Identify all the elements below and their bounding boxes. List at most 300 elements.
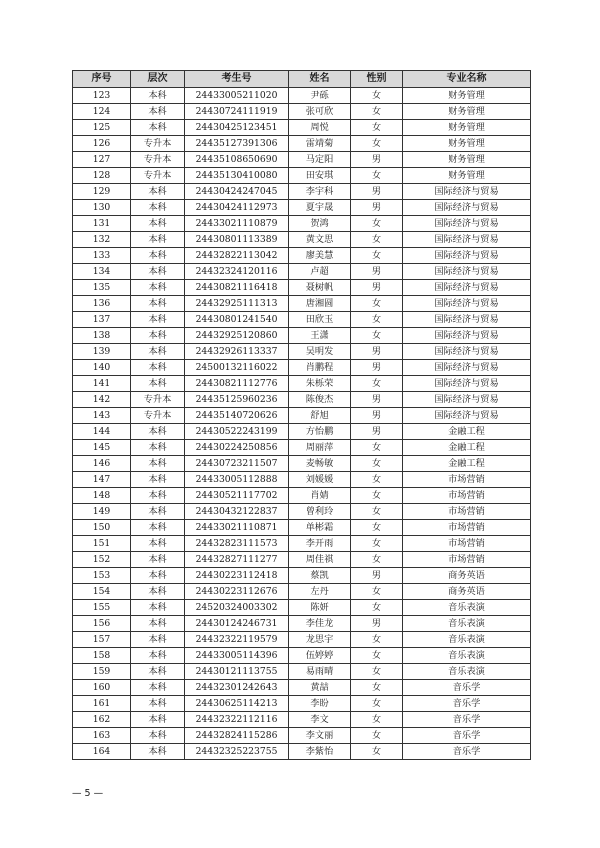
cell-name: 夏宇晟: [289, 200, 351, 216]
cell-exam-id: 24520324003302: [185, 600, 289, 616]
table-row: [73, 360, 531, 376]
cell-gender: 男: [351, 392, 403, 408]
cell-index: 144: [73, 424, 131, 440]
cell-level: 专升本: [131, 168, 185, 184]
table-row: [73, 200, 531, 216]
table-row: [73, 248, 531, 264]
cell-index: 156: [73, 616, 131, 632]
cell-name: 黄喆: [289, 680, 351, 696]
cell-gender: 女: [351, 232, 403, 248]
table-row: [73, 680, 531, 696]
cell-level: 本科: [131, 664, 185, 680]
table-row: [73, 296, 531, 312]
cell-gender: 女: [351, 216, 403, 232]
cell-level: 本科: [131, 680, 185, 696]
cell-index: 153: [73, 568, 131, 584]
cell-major: 财务管理: [403, 168, 531, 184]
table-row: [73, 376, 531, 392]
cell-name: 吴明发: [289, 344, 351, 360]
cell-exam-id: 24432925120860: [185, 328, 289, 344]
cell-exam-id: 24430432122837: [185, 504, 289, 520]
cell-level: 本科: [131, 376, 185, 392]
cell-level: 本科: [131, 520, 185, 536]
cell-gender: 女: [351, 744, 403, 760]
cell-index: 128: [73, 168, 131, 184]
cell-name: 肖鹏程: [289, 360, 351, 376]
cell-index: 152: [73, 552, 131, 568]
cell-exam-id: 24433005114396: [185, 648, 289, 664]
cell-index: 123: [73, 88, 131, 104]
cell-level: 本科: [131, 568, 185, 584]
cell-name: 龙思宇: [289, 632, 351, 648]
cell-major: 国际经济与贸易: [403, 296, 531, 312]
cell-name: 伍婷婷: [289, 648, 351, 664]
cell-gender: 女: [351, 536, 403, 552]
cell-index: 154: [73, 584, 131, 600]
table-row: [73, 648, 531, 664]
table-row: [73, 632, 531, 648]
cell-index: 137: [73, 312, 131, 328]
cell-exam-id: 24433021110879: [185, 216, 289, 232]
cell-level: 本科: [131, 88, 185, 104]
cell-major: 财务管理: [403, 136, 531, 152]
cell-name: 李佳龙: [289, 616, 351, 632]
cell-gender: 女: [351, 440, 403, 456]
table-row: [73, 392, 531, 408]
table-row: [73, 232, 531, 248]
cell-exam-id: 24435140720626: [185, 408, 289, 424]
cell-index: 130: [73, 200, 131, 216]
cell-major: 市场营销: [403, 488, 531, 504]
cell-exam-id: 24430723211507: [185, 456, 289, 472]
table-row: [73, 744, 531, 760]
cell-level: 本科: [131, 328, 185, 344]
table-row: [73, 600, 531, 616]
cell-name: 李紫怡: [289, 744, 351, 760]
cell-major: 国际经济与贸易: [403, 376, 531, 392]
table-row: [73, 344, 531, 360]
cell-index: 131: [73, 216, 131, 232]
cell-level: 本科: [131, 264, 185, 280]
table-row: [73, 712, 531, 728]
cell-exam-id: 24432822113042: [185, 248, 289, 264]
cell-index: 146: [73, 456, 131, 472]
cell-major: 音乐学: [403, 728, 531, 744]
cell-gender: 女: [351, 552, 403, 568]
cell-name: 方怡鹏: [289, 424, 351, 440]
cell-gender: 男: [351, 344, 403, 360]
cell-gender: 女: [351, 504, 403, 520]
cell-name: 单彬霜: [289, 520, 351, 536]
table-header-row: [73, 71, 531, 88]
table-row: [73, 216, 531, 232]
cell-major: 金融工程: [403, 456, 531, 472]
page-number: — 5 —: [72, 788, 104, 799]
table-row: [73, 536, 531, 552]
cell-index: 160: [73, 680, 131, 696]
cell-name: 肖婧: [289, 488, 351, 504]
cell-level: 本科: [131, 584, 185, 600]
cell-gender: 女: [351, 632, 403, 648]
cell-exam-id: 24433021110871: [185, 520, 289, 536]
cell-name: 黄文思: [289, 232, 351, 248]
cell-name: 王潇: [289, 328, 351, 344]
table-row: [73, 136, 531, 152]
cell-level: 本科: [131, 440, 185, 456]
cell-major: 财务管理: [403, 120, 531, 136]
cell-gender: 女: [351, 696, 403, 712]
cell-level: 本科: [131, 104, 185, 120]
cell-gender: 女: [351, 584, 403, 600]
cell-name: 卢超: [289, 264, 351, 280]
cell-gender: 男: [351, 184, 403, 200]
cell-index: 142: [73, 392, 131, 408]
cell-gender: 男: [351, 200, 403, 216]
cell-major: 音乐表演: [403, 664, 531, 680]
cell-gender: 男: [351, 408, 403, 424]
table-row: [73, 504, 531, 520]
cell-exam-id: 24433005112888: [185, 472, 289, 488]
cell-level: 本科: [131, 648, 185, 664]
cell-exam-id: 24430124246731: [185, 616, 289, 632]
table-row: [73, 152, 531, 168]
cell-gender: 女: [351, 296, 403, 312]
cell-major: 市场营销: [403, 504, 531, 520]
cell-name: 聂树帆: [289, 280, 351, 296]
cell-major: 国际经济与贸易: [403, 312, 531, 328]
cell-exam-id: 24430424112973: [185, 200, 289, 216]
cell-index: 155: [73, 600, 131, 616]
cell-major: 金融工程: [403, 440, 531, 456]
cell-index: 127: [73, 152, 131, 168]
cell-exam-id: 24430821116418: [185, 280, 289, 296]
table-row: [73, 120, 531, 136]
cell-level: 本科: [131, 616, 185, 632]
cell-gender: 女: [351, 472, 403, 488]
cell-exam-id: 24432827111277: [185, 552, 289, 568]
cell-index: 133: [73, 248, 131, 264]
cell-exam-id: 24432322112116: [185, 712, 289, 728]
column-header-level: 层次: [131, 71, 185, 88]
cell-level: 本科: [131, 536, 185, 552]
cell-level: 专升本: [131, 136, 185, 152]
cell-major: 音乐表演: [403, 648, 531, 664]
cell-index: 147: [73, 472, 131, 488]
table-row: [73, 104, 531, 120]
column-header-gender: 性别: [351, 71, 403, 88]
cell-level: 本科: [131, 632, 185, 648]
cell-gender: 男: [351, 616, 403, 632]
cell-name: 左丹: [289, 584, 351, 600]
cell-exam-id: 24435108650690: [185, 152, 289, 168]
cell-major: 国际经济与贸易: [403, 216, 531, 232]
cell-exam-id: 24430425123451: [185, 120, 289, 136]
cell-major: 音乐表演: [403, 616, 531, 632]
cell-level: 本科: [131, 360, 185, 376]
table-row: [73, 264, 531, 280]
cell-major: 国际经济与贸易: [403, 280, 531, 296]
cell-exam-id: 24433005211020: [185, 88, 289, 104]
cell-name: 李开雨: [289, 536, 351, 552]
table-body: [73, 88, 531, 760]
cell-gender: 男: [351, 152, 403, 168]
table-row: [73, 424, 531, 440]
cell-exam-id: 24432322119579: [185, 632, 289, 648]
cell-level: 本科: [131, 312, 185, 328]
table-row: [73, 552, 531, 568]
cell-name: 雷靖菊: [289, 136, 351, 152]
cell-index: 149: [73, 504, 131, 520]
cell-exam-id: 24430801241540: [185, 312, 289, 328]
cell-exam-id: 24432324120116: [185, 264, 289, 280]
cell-name: 易雨晴: [289, 664, 351, 680]
cell-gender: 女: [351, 136, 403, 152]
cell-gender: 女: [351, 520, 403, 536]
table-row: [73, 456, 531, 472]
cell-index: 136: [73, 296, 131, 312]
cell-level: 本科: [131, 600, 185, 616]
cell-index: 138: [73, 328, 131, 344]
table-row: [73, 584, 531, 600]
cell-index: 148: [73, 488, 131, 504]
cell-gender: 女: [351, 248, 403, 264]
cell-major: 国际经济与贸易: [403, 264, 531, 280]
table-row: [73, 472, 531, 488]
cell-exam-id: 24432926113337: [185, 344, 289, 360]
cell-level: 本科: [131, 488, 185, 504]
cell-major: 音乐表演: [403, 632, 531, 648]
cell-exam-id: 24430522243199: [185, 424, 289, 440]
cell-gender: 男: [351, 360, 403, 376]
cell-gender: 女: [351, 664, 403, 680]
cell-name: 舒旭: [289, 408, 351, 424]
cell-exam-id: 24430821112776: [185, 376, 289, 392]
cell-name: 李文: [289, 712, 351, 728]
cell-index: 163: [73, 728, 131, 744]
cell-name: 朱栎荣: [289, 376, 351, 392]
cell-major: 国际经济与贸易: [403, 328, 531, 344]
cell-name: 尹砾: [289, 88, 351, 104]
cell-name: 周悦: [289, 120, 351, 136]
cell-level: 本科: [131, 216, 185, 232]
cell-exam-id: 24432925111313: [185, 296, 289, 312]
table-row: [73, 488, 531, 504]
cell-gender: 女: [351, 104, 403, 120]
cell-major: 国际经济与贸易: [403, 392, 531, 408]
cell-name: 李文丽: [289, 728, 351, 744]
cell-gender: 男: [351, 568, 403, 584]
cell-major: 财务管理: [403, 88, 531, 104]
cell-index: 145: [73, 440, 131, 456]
cell-exam-id: 24435127391306: [185, 136, 289, 152]
cell-gender: 女: [351, 712, 403, 728]
column-header-major: 专业名称: [403, 71, 531, 88]
table-row: [73, 440, 531, 456]
cell-index: 139: [73, 344, 131, 360]
cell-major: 国际经济与贸易: [403, 360, 531, 376]
cell-name: 曾利玲: [289, 504, 351, 520]
cell-major: 国际经济与贸易: [403, 248, 531, 264]
cell-gender: 女: [351, 456, 403, 472]
cell-name: 唐湘圆: [289, 296, 351, 312]
cell-exam-id: 24430424247045: [185, 184, 289, 200]
cell-index: 158: [73, 648, 131, 664]
table-row: [73, 696, 531, 712]
cell-index: 162: [73, 712, 131, 728]
cell-major: 市场营销: [403, 552, 531, 568]
cell-index: 150: [73, 520, 131, 536]
column-header-exam-id: 考生号: [185, 71, 289, 88]
cell-index: 132: [73, 232, 131, 248]
cell-exam-id: 24432823111573: [185, 536, 289, 552]
table-row: [73, 328, 531, 344]
cell-gender: 女: [351, 488, 403, 504]
table-row: [73, 184, 531, 200]
cell-level: 本科: [131, 472, 185, 488]
cell-name: 田欣玉: [289, 312, 351, 328]
cell-gender: 男: [351, 424, 403, 440]
cell-major: 国际经济与贸易: [403, 200, 531, 216]
cell-gender: 女: [351, 168, 403, 184]
cell-index: 151: [73, 536, 131, 552]
cell-level: 专升本: [131, 392, 185, 408]
cell-major: 音乐表演: [403, 600, 531, 616]
cell-level: 本科: [131, 696, 185, 712]
cell-exam-id: 24430521117702: [185, 488, 289, 504]
cell-level: 本科: [131, 296, 185, 312]
cell-gender: 女: [351, 312, 403, 328]
cell-level: 本科: [131, 552, 185, 568]
cell-name: 周佳祺: [289, 552, 351, 568]
cell-index: 157: [73, 632, 131, 648]
cell-gender: 女: [351, 728, 403, 744]
cell-name: 李盼: [289, 696, 351, 712]
cell-level: 本科: [131, 504, 185, 520]
cell-index: 135: [73, 280, 131, 296]
cell-name: 田安琪: [289, 168, 351, 184]
cell-exam-id: 24430121113755: [185, 664, 289, 680]
cell-exam-id: 24432824115286: [185, 728, 289, 744]
cell-name: 张可欣: [289, 104, 351, 120]
table-row: [73, 520, 531, 536]
table-row: [73, 664, 531, 680]
cell-major: 商务英语: [403, 584, 531, 600]
cell-exam-id: 24432301242643: [185, 680, 289, 696]
cell-level: 本科: [131, 248, 185, 264]
cell-index: 159: [73, 664, 131, 680]
table-row: [73, 280, 531, 296]
cell-major: 金融工程: [403, 424, 531, 440]
cell-major: 市场营销: [403, 520, 531, 536]
column-header-name: 姓名: [289, 71, 351, 88]
table-row: [73, 88, 531, 104]
cell-level: 本科: [131, 728, 185, 744]
cell-name: 麦畅敏: [289, 456, 351, 472]
cell-gender: 女: [351, 680, 403, 696]
cell-gender: 男: [351, 280, 403, 296]
admission-table: [72, 70, 531, 760]
cell-level: 本科: [131, 424, 185, 440]
cell-name: 陈俊杰: [289, 392, 351, 408]
cell-gender: 女: [351, 376, 403, 392]
cell-name: 陈妍: [289, 600, 351, 616]
cell-exam-id: 24430625114213: [185, 696, 289, 712]
table-row: [73, 616, 531, 632]
cell-level: 本科: [131, 184, 185, 200]
table-row: [73, 568, 531, 584]
cell-index: 140: [73, 360, 131, 376]
cell-level: 本科: [131, 200, 185, 216]
cell-exam-id: 24430223112418: [185, 568, 289, 584]
cell-gender: 女: [351, 88, 403, 104]
cell-level: 本科: [131, 744, 185, 760]
cell-level: 本科: [131, 712, 185, 728]
cell-level: 专升本: [131, 152, 185, 168]
cell-name: 马定阳: [289, 152, 351, 168]
table-row: [73, 312, 531, 328]
cell-name: 周丽萍: [289, 440, 351, 456]
cell-name: 廖美慧: [289, 248, 351, 264]
cell-exam-id: 24435125960236: [185, 392, 289, 408]
cell-level: 本科: [131, 456, 185, 472]
cell-level: 本科: [131, 344, 185, 360]
cell-major: 音乐学: [403, 744, 531, 760]
cell-level: 专升本: [131, 408, 185, 424]
cell-index: 124: [73, 104, 131, 120]
cell-major: 音乐学: [403, 712, 531, 728]
cell-major: 国际经济与贸易: [403, 344, 531, 360]
cell-major: 市场营销: [403, 472, 531, 488]
cell-major: 商务英语: [403, 568, 531, 584]
cell-exam-id: 24432325223755: [185, 744, 289, 760]
cell-major: 国际经济与贸易: [403, 232, 531, 248]
cell-exam-id: 24430224250856: [185, 440, 289, 456]
cell-exam-id: 24430724111919: [185, 104, 289, 120]
cell-index: 164: [73, 744, 131, 760]
cell-major: 市场营销: [403, 536, 531, 552]
cell-name: 刘媛媛: [289, 472, 351, 488]
cell-major: 国际经济与贸易: [403, 184, 531, 200]
cell-name: 蔡凯: [289, 568, 351, 584]
table-row: [73, 728, 531, 744]
cell-major: 音乐学: [403, 680, 531, 696]
cell-name: 贺鸿: [289, 216, 351, 232]
cell-major: 音乐学: [403, 696, 531, 712]
cell-index: 129: [73, 184, 131, 200]
table-row: [73, 408, 531, 424]
table-row: [73, 168, 531, 184]
cell-level: 本科: [131, 120, 185, 136]
cell-exam-id: 24435130410080: [185, 168, 289, 184]
cell-major: 财务管理: [403, 104, 531, 120]
cell-gender: 男: [351, 264, 403, 280]
cell-major: 财务管理: [403, 152, 531, 168]
cell-exam-id: 24430801113389: [185, 232, 289, 248]
cell-exam-id: 24430223112676: [185, 584, 289, 600]
cell-gender: 女: [351, 120, 403, 136]
cell-exam-id: 24500132116022: [185, 360, 289, 376]
cell-index: 134: [73, 264, 131, 280]
cell-level: 本科: [131, 232, 185, 248]
cell-index: 125: [73, 120, 131, 136]
cell-index: 161: [73, 696, 131, 712]
cell-gender: 女: [351, 648, 403, 664]
cell-gender: 女: [351, 600, 403, 616]
cell-name: 李宇科: [289, 184, 351, 200]
cell-index: 126: [73, 136, 131, 152]
cell-gender: 女: [351, 328, 403, 344]
cell-level: 本科: [131, 280, 185, 296]
